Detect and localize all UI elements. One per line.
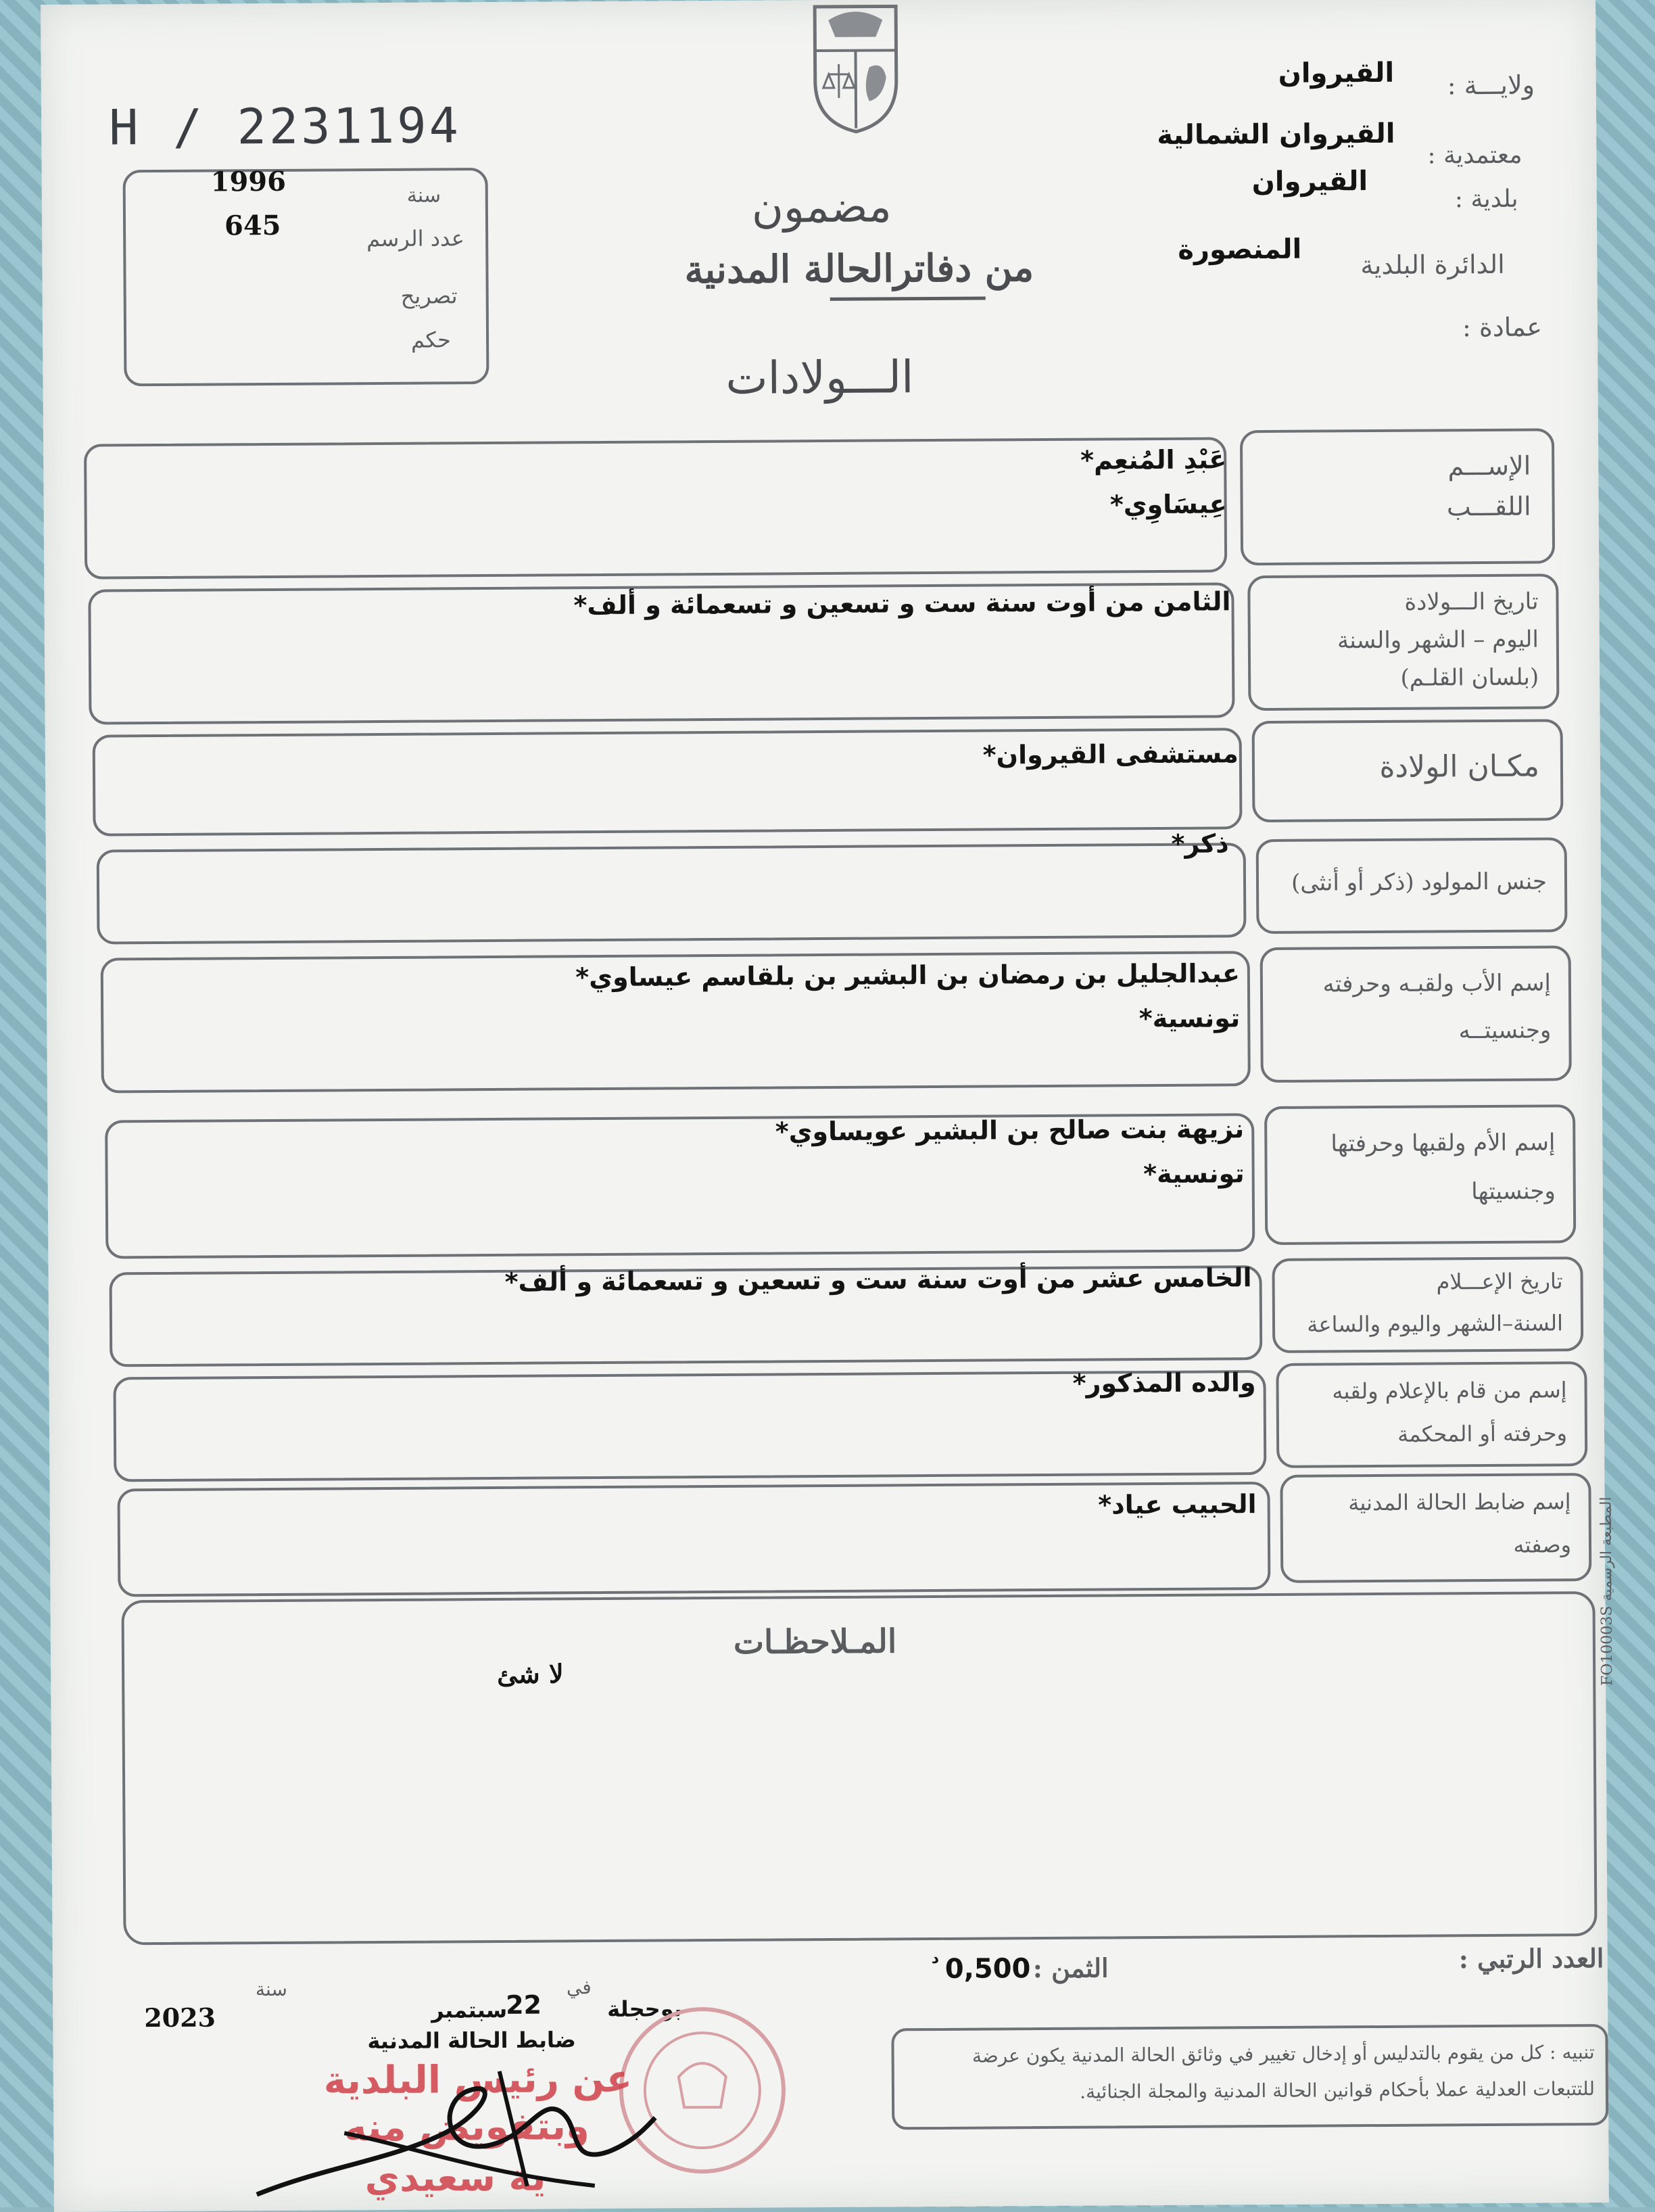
row-mother-label: إسم الأم ولقبها وحرفتها وجنسيتها (1330, 1129, 1556, 1206)
district-label: الدائرة البلدية (1360, 249, 1505, 281)
record-number: 645 (224, 209, 281, 242)
footer-year: 2023 (144, 2002, 216, 2033)
row-birthplace-value: مستشفى القيروان* (982, 738, 1239, 770)
stamp-line-3: ية سعيدي (364, 2155, 546, 2201)
coat-of-arms-icon (808, 0, 903, 135)
registration-year: 1996 (210, 165, 287, 198)
municipality-value: القيروان (1251, 166, 1368, 198)
row-sex-value: ذكر* (1171, 828, 1229, 859)
row-name-value: عَبْدِ المُنعِم* عِيسَاوِي* (1080, 444, 1227, 520)
year-label: سنة (406, 183, 441, 208)
serial-order-label: العدد الرتبي : (1458, 1942, 1604, 1975)
row-officer-value: الحبيب عياد* (1098, 1489, 1257, 1520)
row-name-label: الإســـم اللقـــب (1446, 450, 1531, 522)
row-birthplace-label: مكـان الولادة (1379, 749, 1540, 784)
title-extract: مضمون (751, 182, 892, 233)
serial-number: H / 2231194 (108, 97, 462, 156)
row-declaration-label: تاريخ الإعـــلام السنة–الشهر واليوم والساعة (1307, 1268, 1564, 1338)
title-underline (830, 297, 986, 301)
footer-year-label: سنة (255, 1977, 288, 2001)
remarks-title: المـلاحظـات (733, 1622, 897, 1662)
birth-certificate-page (41, 0, 1616, 2212)
row-birthdate-label: تاريخ الـــولادة اليوم – الشهر والسنة (بلسان القلـم) (1337, 588, 1539, 692)
sector-label: عمادة : (1462, 312, 1543, 343)
row-declaration-value: الخامس عشر من أوت سنة ست و تسعين و تسعمائة و ألف* (504, 1263, 1252, 1297)
state-value: القيروان (1278, 57, 1395, 89)
legal-notice: تنبيه : كل من يقوم بالتدليس أو إدخال تغيير في وثائق الحالة المدنية يكون عرضة للتتبعات العدلية عملا بأحكام قوانين الحالة المدنية والمجلة الجنائية. (972, 2041, 1596, 2103)
price-value: 0,500 (944, 1953, 1031, 1985)
signature-icon (243, 2050, 663, 2209)
footer-day: 22 (505, 1990, 542, 2020)
stamp-line-2: وبتفويض منه (344, 2104, 590, 2150)
state-label: ولايـــة : (1447, 70, 1535, 101)
row-declarant-label: إسم من قام بالإعلام ولقبه وحرفته أو المحكمة (1332, 1377, 1568, 1447)
row-officer-label: إسم ضابط الحالة المدنية وصفته (1348, 1488, 1572, 1558)
municipality-label: بلدية : (1454, 185, 1518, 214)
footer-place: بوحجلة (607, 1996, 682, 2022)
in-label: في (566, 1976, 592, 1999)
judgment-label: حكم (410, 327, 451, 353)
printer-mark: المطبعة الرسمية FO10003S (1598, 1497, 1616, 1687)
row-declarant-value: والده المذكور* (1072, 1367, 1256, 1398)
record-label: عدد الرسم (366, 225, 465, 252)
price-label: الثمن : (1032, 1952, 1109, 1984)
price-unit: د (931, 1950, 940, 1968)
district-value: المنصورة (1178, 233, 1302, 266)
delegation-label: معتمدية : (1427, 141, 1522, 170)
row-sex-label: جنس المولود (ذكر أو أنثى) (1291, 868, 1548, 897)
remarks-value: لا شئ (497, 1658, 564, 1689)
title-civil-registers: من دفاترالحالة المدنية (684, 245, 1034, 293)
delegation-value: القيروان الشمالية (1157, 118, 1395, 151)
row-father-value: عبدالجليل بن رمضان بن البشير بن بلقاسم عيساوي* تونسية* (575, 958, 1241, 1034)
row-mother-value: نزيهة بنت صالح بن البشير عويساوي* تونسية* (775, 1114, 1245, 1190)
row-father-label: إسم الأب ولقبـه وحرفته وجنسيتــه (1322, 969, 1552, 1045)
row-birthdate-value: الثامن من أوت سنة ست و تسعين و تسعمائة و ألف* (573, 586, 1231, 621)
title-births: الـــولادات (725, 351, 914, 404)
officer-title: ضابط الحالة المدنية (367, 2027, 576, 2054)
declaration-label: تصريح (400, 283, 458, 309)
stamp-line-1: عن رئيس البلدية (323, 2056, 633, 2103)
footer-month: سبتمبر (431, 1996, 508, 2023)
